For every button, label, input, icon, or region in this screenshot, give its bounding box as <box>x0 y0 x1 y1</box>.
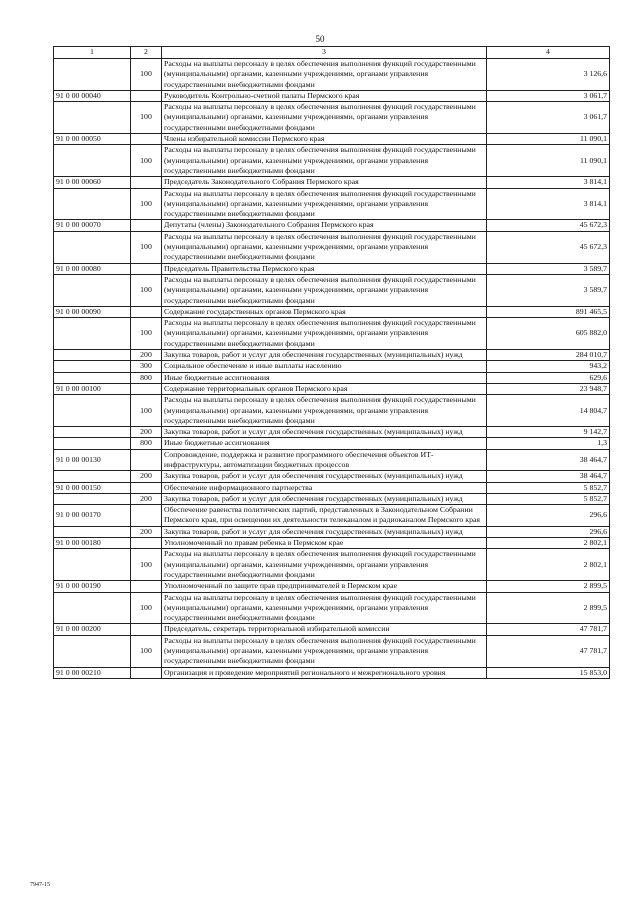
table-row <box>54 395 610 427</box>
table-row <box>54 624 610 635</box>
row-amount-cell: 3 061,7 <box>487 90 610 101</box>
row-name-cell: Закупка товаров, работ и услуг для обеспечения государственных (муниципальных) нужд <box>162 493 487 504</box>
row-amount-cell: 3 589,7 <box>487 263 610 274</box>
row-name-cell: Расходы на выплаты персоналу в целях обеспечения выполнения функций государственными (муниципальными) органами, казенными учреждениями, органами управления государственными внебюджетными фондами <box>162 188 487 220</box>
row-amount-cell: 45 672,3 <box>487 220 610 231</box>
table-row <box>54 592 610 624</box>
row-name-cell: Депутаты (члены) Законодательного Собрания Пермского края <box>162 220 487 231</box>
table-row <box>54 438 610 449</box>
table-row <box>54 177 610 188</box>
row-name-cell: Расходы на выплаты персоналу в целях обеспечения выполнения функций государственными (муниципальными) органами, казенными учреждениями, органами управления государственными внебюджетными фондами <box>162 102 487 134</box>
row-expense-type-cell <box>131 667 162 678</box>
table-row <box>54 361 610 372</box>
row-code-cell: 91 0 00 00100 <box>54 383 131 394</box>
row-expense-type-cell: 200 <box>131 471 162 482</box>
row-code-cell <box>54 471 131 482</box>
row-amount-cell: 38 464,7 <box>487 449 610 471</box>
row-amount-cell: 38 464,7 <box>487 471 610 482</box>
row-expense-type-cell: 200 <box>131 493 162 504</box>
row-code-cell <box>54 274 131 306</box>
table-row <box>54 372 610 383</box>
row-code-cell <box>54 526 131 537</box>
row-code-cell: 91 0 00 00090 <box>54 306 131 317</box>
row-expense-type-cell: 800 <box>131 438 162 449</box>
table-row <box>54 220 610 231</box>
row-amount-cell: 943,2 <box>487 361 610 372</box>
row-code-cell <box>54 549 131 581</box>
table-row <box>54 306 610 317</box>
table-row <box>54 145 610 177</box>
row-amount-cell: 891 465,5 <box>487 306 610 317</box>
table-row <box>54 471 610 482</box>
row-amount-cell: 11 090,1 <box>487 134 610 145</box>
row-amount-cell: 3 061,7 <box>487 102 610 134</box>
row-name-cell: Расходы на выплаты персоналу в целях обеспечения выполнения функций государственными (муниципальными) органами, казенными учреждениями, органами управления государственными внебюджетными фондами <box>162 592 487 624</box>
row-name-cell: Обеспечение информационного партнерства <box>162 482 487 493</box>
row-code-cell <box>54 427 131 438</box>
row-expense-type-cell <box>131 134 162 145</box>
row-amount-cell: 11 090,1 <box>487 145 610 177</box>
row-expense-type-cell <box>131 581 162 592</box>
row-expense-type-cell <box>131 505 162 527</box>
row-amount-cell: 1,3 <box>487 438 610 449</box>
row-expense-type-cell <box>131 482 162 493</box>
row-expense-type-cell <box>131 306 162 317</box>
row-amount-cell: 605 882,0 <box>487 318 610 350</box>
row-amount-cell: 47 781,7 <box>487 624 610 635</box>
row-expense-type-cell: 200 <box>131 350 162 361</box>
row-expense-type-cell <box>131 449 162 471</box>
row-amount-cell: 23 948,7 <box>487 383 610 394</box>
row-expense-type-cell <box>131 177 162 188</box>
row-expense-type-cell: 100 <box>131 395 162 427</box>
table-row <box>54 318 610 350</box>
row-expense-type-cell: 200 <box>131 427 162 438</box>
row-name-cell: Содержание государственных органов Пермского края <box>162 306 487 317</box>
row-amount-cell: 14 804,7 <box>487 395 610 427</box>
row-code-cell <box>54 350 131 361</box>
row-amount-cell: 3 814,1 <box>487 188 610 220</box>
row-name-cell: Расходы на выплаты персоналу в целях обеспечения выполнения функций государственными (муниципальными) органами, казенными учреждениями, органами управления государственными внебюджетными фондами <box>162 318 487 350</box>
table-row <box>54 526 610 537</box>
table-row <box>54 449 610 471</box>
page-number: 50 <box>315 34 325 44</box>
row-expense-type-cell: 200 <box>131 526 162 537</box>
table-row <box>54 188 610 220</box>
row-name-cell: Иные бюджетные ассигнования <box>162 372 487 383</box>
row-name-cell: Сопровождение, поддержка и развитие программного обеспечения объектов ИТ-инфраструктуры, автоматизации бюджетных процессов <box>162 449 487 471</box>
row-code-cell <box>54 438 131 449</box>
row-code-cell: 91 0 00 00070 <box>54 220 131 231</box>
row-name-cell: Уполномоченный по защите прав предпринимателей в Пермском крае <box>162 581 487 592</box>
row-amount-cell: 2 802,1 <box>487 538 610 549</box>
row-expense-type-cell: 100 <box>131 592 162 624</box>
row-code-cell: 91 0 00 00130 <box>54 449 131 471</box>
row-amount-cell: 5 852,7 <box>487 493 610 504</box>
row-amount-cell: 5 852,7 <box>487 482 610 493</box>
column-header-2: 2 <box>131 47 162 59</box>
row-code-cell <box>54 493 131 504</box>
row-code-cell: 91 0 00 00200 <box>54 624 131 635</box>
row-code-cell: 91 0 00 00050 <box>54 134 131 145</box>
table-row <box>54 134 610 145</box>
row-expense-type-cell: 100 <box>131 635 162 667</box>
row-code-cell: 91 0 00 00060 <box>54 177 131 188</box>
footer-code: 7947-15 <box>30 882 50 888</box>
row-name-cell: Расходы на выплаты персоналу в целях обеспечения выполнения функций государственными (муниципальными) органами, казенными учреждениями, органами управления государственными внебюджетными фондами <box>162 59 487 91</box>
row-code-cell: 91 0 00 00180 <box>54 538 131 549</box>
row-expense-type-cell <box>131 538 162 549</box>
row-name-cell: Закупка товаров, работ и услуг для обеспечения государственных (муниципальных) нужд <box>162 427 487 438</box>
column-header-3: 3 <box>162 47 487 59</box>
row-expense-type-cell: 100 <box>131 549 162 581</box>
row-name-cell: Председатель Законодательного Собрания Пермского края <box>162 177 487 188</box>
row-code-cell: 91 0 00 00150 <box>54 482 131 493</box>
row-code-cell: 91 0 00 00040 <box>54 90 131 101</box>
row-code-cell <box>54 635 131 667</box>
row-expense-type-cell <box>131 263 162 274</box>
row-amount-cell: 3 814,1 <box>487 177 610 188</box>
row-name-cell: Расходы на выплаты персоналу в целях обеспечения выполнения функций государственными (муниципальными) органами, казенными учреждениями, органами управления государственными внебюджетными фондами <box>162 635 487 667</box>
row-name-cell: Закупка товаров, работ и услуг для обеспечения государственных (муниципальных) нужд <box>162 350 487 361</box>
row-amount-cell: 2 802,1 <box>487 549 610 581</box>
row-amount-cell: 296,6 <box>487 505 610 527</box>
column-header-1: 1 <box>54 47 131 59</box>
row-code-cell: 91 0 00 00190 <box>54 581 131 592</box>
table-row <box>54 493 610 504</box>
table-header-row <box>54 47 610 59</box>
row-code-cell <box>54 592 131 624</box>
row-name-cell: Организация и проведение мероприятий регионального и межрегионального уровня <box>162 667 487 678</box>
row-expense-type-cell <box>131 624 162 635</box>
table-row <box>54 538 610 549</box>
row-code-cell <box>54 59 131 91</box>
table-row <box>54 90 610 101</box>
row-name-cell: Закупка товаров, работ и услуг для обеспечения государственных (муниципальных) нужд <box>162 526 487 537</box>
row-name-cell: Председатель Правительства Пермского края <box>162 263 487 274</box>
row-name-cell: Обеспечение равенства политических партий, представленных в Законодательном Собрании Пермского края, при освещении их деятельности телеканалом и радиоканалом Пермского края <box>162 505 487 527</box>
table-row <box>54 427 610 438</box>
row-amount-cell: 9 142,7 <box>487 427 610 438</box>
row-code-cell <box>54 145 131 177</box>
row-code-cell: 91 0 00 00170 <box>54 505 131 527</box>
row-code-cell <box>54 188 131 220</box>
row-code-cell <box>54 318 131 350</box>
row-amount-cell: 284 010,7 <box>487 350 610 361</box>
row-amount-cell: 3 126,6 <box>487 59 610 91</box>
row-expense-type-cell: 100 <box>131 188 162 220</box>
row-amount-cell: 2 899,5 <box>487 581 610 592</box>
row-name-cell: Уполномоченный по правам ребенка в Пермском крае <box>162 538 487 549</box>
row-amount-cell: 15 853,0 <box>487 667 610 678</box>
row-code-cell <box>54 372 131 383</box>
row-amount-cell: 45 672,3 <box>487 231 610 263</box>
row-name-cell: Содержание территориальных органов Пермского края <box>162 383 487 394</box>
row-name-cell: Расходы на выплаты персоналу в целях обеспечения выполнения функций государственными (муниципальными) органами, казенными учреждениями, органами управления государственными внебюджетными фондами <box>162 231 487 263</box>
budget-table <box>53 46 610 679</box>
row-amount-cell: 296,6 <box>487 526 610 537</box>
row-expense-type-cell: 100 <box>131 318 162 350</box>
table-row <box>54 59 610 91</box>
row-expense-type-cell: 800 <box>131 372 162 383</box>
row-expense-type-cell: 100 <box>131 231 162 263</box>
row-name-cell: Расходы на выплаты персоналу в целях обеспечения выполнения функций государственными (муниципальными) органами, казенными учреждениями, органами управления государственными внебюджетными фондами <box>162 549 487 581</box>
table-row <box>54 102 610 134</box>
table-row <box>54 482 610 493</box>
row-name-cell: Расходы на выплаты персоналу в целях обеспечения выполнения функций государственными (муниципальными) органами, казенными учреждениями, органами управления государственными внебюджетными фондами <box>162 274 487 306</box>
row-expense-type-cell <box>131 220 162 231</box>
table-row <box>54 350 610 361</box>
row-name-cell: Иные бюджетные ассигнования <box>162 438 487 449</box>
table-row <box>54 667 610 678</box>
row-name-cell: Председатель, секретарь территориальной избирательной комиссии <box>162 624 487 635</box>
row-code-cell <box>54 102 131 134</box>
row-amount-cell: 47 781,7 <box>487 635 610 667</box>
row-expense-type-cell: 100 <box>131 102 162 134</box>
table-row <box>54 274 610 306</box>
row-code-cell: 91 0 00 00210 <box>54 667 131 678</box>
row-name-cell: Расходы на выплаты персоналу в целях обеспечения выполнения функций государственными (муниципальными) органами, казенными учреждениями, органами управления государственными внебюджетными фондами <box>162 145 487 177</box>
row-code-cell: 91 0 00 00080 <box>54 263 131 274</box>
row-name-cell: Руководитель Контрольно-счетной палаты Пермского края <box>162 90 487 101</box>
row-code-cell <box>54 231 131 263</box>
row-amount-cell: 2 899,5 <box>487 592 610 624</box>
row-amount-cell: 629,6 <box>487 372 610 383</box>
row-expense-type-cell <box>131 90 162 101</box>
table-row <box>54 231 610 263</box>
table-row <box>54 263 610 274</box>
row-code-cell <box>54 395 131 427</box>
row-name-cell: Члены избирательной комиссии Пермского края <box>162 134 487 145</box>
table-row <box>54 505 610 527</box>
row-name-cell: Закупка товаров, работ и услуг для обеспечения государственных (муниципальных) нужд <box>162 471 487 482</box>
table-row <box>54 549 610 581</box>
row-name-cell: Социальное обеспечение и иные выплаты населению <box>162 361 487 372</box>
row-expense-type-cell: 100 <box>131 59 162 91</box>
row-expense-type-cell: 100 <box>131 274 162 306</box>
row-expense-type-cell: 300 <box>131 361 162 372</box>
row-expense-type-cell: 100 <box>131 145 162 177</box>
row-amount-cell: 3 589,7 <box>487 274 610 306</box>
table-row <box>54 635 610 667</box>
row-expense-type-cell <box>131 383 162 394</box>
table-row <box>54 383 610 394</box>
table-row <box>54 581 610 592</box>
row-name-cell: Расходы на выплаты персоналу в целях обеспечения выполнения функций государственными (муниципальными) органами, казенными учреждениями, органами управления государственными внебюджетными фондами <box>162 395 487 427</box>
row-code-cell <box>54 361 131 372</box>
column-header-4: 4 <box>487 47 610 59</box>
